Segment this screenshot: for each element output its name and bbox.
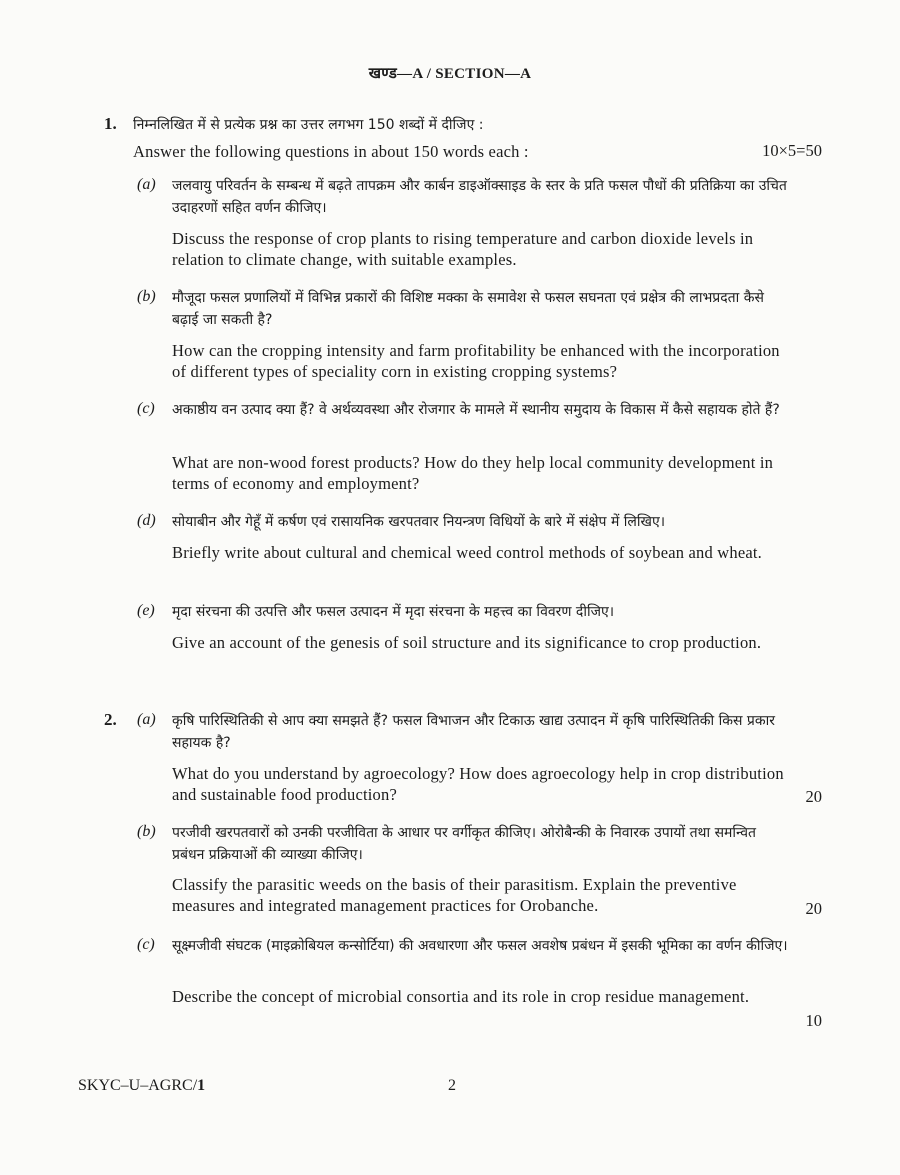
- question-2-number: 2.: [104, 710, 117, 729]
- question-1-instruction-english: Answer the following questions in about 150 words each :: [133, 142, 529, 161]
- question-2a-hindi: कृषि पारिस्थितिकी से आप क्या समझते हैं? फसल विभाजन और टिकाऊ खाद्य उत्पादन में कृषि पारिस्थितिकी किस प्रकार सहायक है?: [172, 713, 775, 751]
- question-2a-label: (a): [137, 711, 156, 728]
- question-1a-english: Discuss the response of crop plants to rising temperature and carbon dioxide levels in relation to climate change, with suitable examples.: [172, 229, 754, 269]
- question-1-instruction-hindi: निम्नलिखित में से प्रत्येक प्रश्न का उत्तर लगभग 150 शब्दों में दीजिए :: [133, 117, 484, 133]
- question-2b-english: Classify the parasitic weeds on the basis of their parasitism. Explain the preventive measures and integrated management practices for Orobanche.: [172, 875, 737, 915]
- question-2b-label: (b): [137, 823, 156, 840]
- question-1-marks: 10×5=50: [762, 141, 822, 160]
- question-2b-hindi: परजीवी खरपतवारों को उनकी परजीविता के आधार पर वर्गीकृत कीजिए। ओरोबैन्की के निवारक उपायों तथा समन्वित प्रबंधन प्रक्रियाओं की व्याख्या कीजिए।: [172, 825, 756, 863]
- paper-code-prefix: SKYC–U–AGRC/: [78, 1077, 198, 1094]
- question-2a-marks: 20: [805, 787, 822, 806]
- question-2a-english: What do you understand by agroecology? How does agroecology help in crop distribution and sustainable food production?: [172, 764, 784, 804]
- question-1-number: 1.: [104, 114, 117, 133]
- question-1d-label: (d): [137, 512, 156, 529]
- question-1e-label: (e): [137, 602, 155, 619]
- question-1b-label: (b): [137, 288, 156, 305]
- question-1e-english: Give an account of the genesis of soil structure and its significance to crop production.: [172, 633, 762, 652]
- question-2b-marks: 20: [805, 899, 822, 918]
- question-1b-english: How can the cropping intensity and farm profitability be enhanced with the incorporation of different types of speciality corn in existing cropping systems?: [172, 341, 780, 381]
- question-1d-hindi: सोयाबीन और गेहूँ में कर्षण एवं रासायनिक खरपतवार नियन्त्रण विधियों के बारे में संक्षेप में लिखिए।: [172, 514, 666, 530]
- question-2c-hindi: सूक्ष्मजीवी संघटक (माइक्रोबियल कन्सोर्टिया) की अवधारणा और फसल अवशेष प्रबंधन में इसकी भूमिका का वर्णन कीजिए।: [172, 938, 788, 954]
- question-1a-label: (a): [137, 176, 156, 193]
- question-1a-hindi: जलवायु परिवर्तन के सम्बन्ध में बढ़ते तापक्रम और कार्बन डाइऑक्साइड के स्तर के प्रति फसल पौधों की प्रतिक्रिया का उचित उदाहरणों सहित वर्णन कीजिए।: [172, 178, 787, 216]
- paper-code: [78, 1077, 205, 1095]
- question-1b-hindi: मौजूदा फसल प्रणालियों में विभिन्न प्रकारों की विशिष्ट मक्का के समावेश से फसल सघनता एवं प्रक्षेत्र की लाभप्रदता कैसे बढ़ाई जा सकती है?: [172, 290, 764, 328]
- question-1e-hindi: मृदा संरचना की उत्पत्ति और फसल उत्पादन में मृदा संरचना के महत्त्व का विवरण दीजिए।: [172, 604, 615, 620]
- page-number: 2: [448, 1077, 456, 1094]
- question-2c-marks: 10: [805, 1011, 822, 1030]
- question-1d-english: Briefly write about cultural and chemical weed control methods of soybean and wheat.: [172, 543, 762, 562]
- question-1c-label: (c): [137, 400, 155, 417]
- question-2c-english: Describe the concept of microbial consortia and its role in crop residue management.: [172, 987, 750, 1006]
- section-heading: खण्ड—A / SECTION—A: [368, 66, 532, 82]
- question-1c-english: What are non-wood forest products? How do they help local community development in terms of economy and employment?: [172, 453, 774, 493]
- paper-code-suffix: 1: [197, 1077, 206, 1094]
- question-2c-label: (c): [137, 936, 155, 953]
- question-1c-hindi: अकाष्ठीय वन उत्पाद क्या हैं? वे अर्थव्यवस्था और रोजगार के मामले में स्थानीय समुदाय के विकास में कैसे सहायक होते हैं?: [172, 402, 780, 418]
